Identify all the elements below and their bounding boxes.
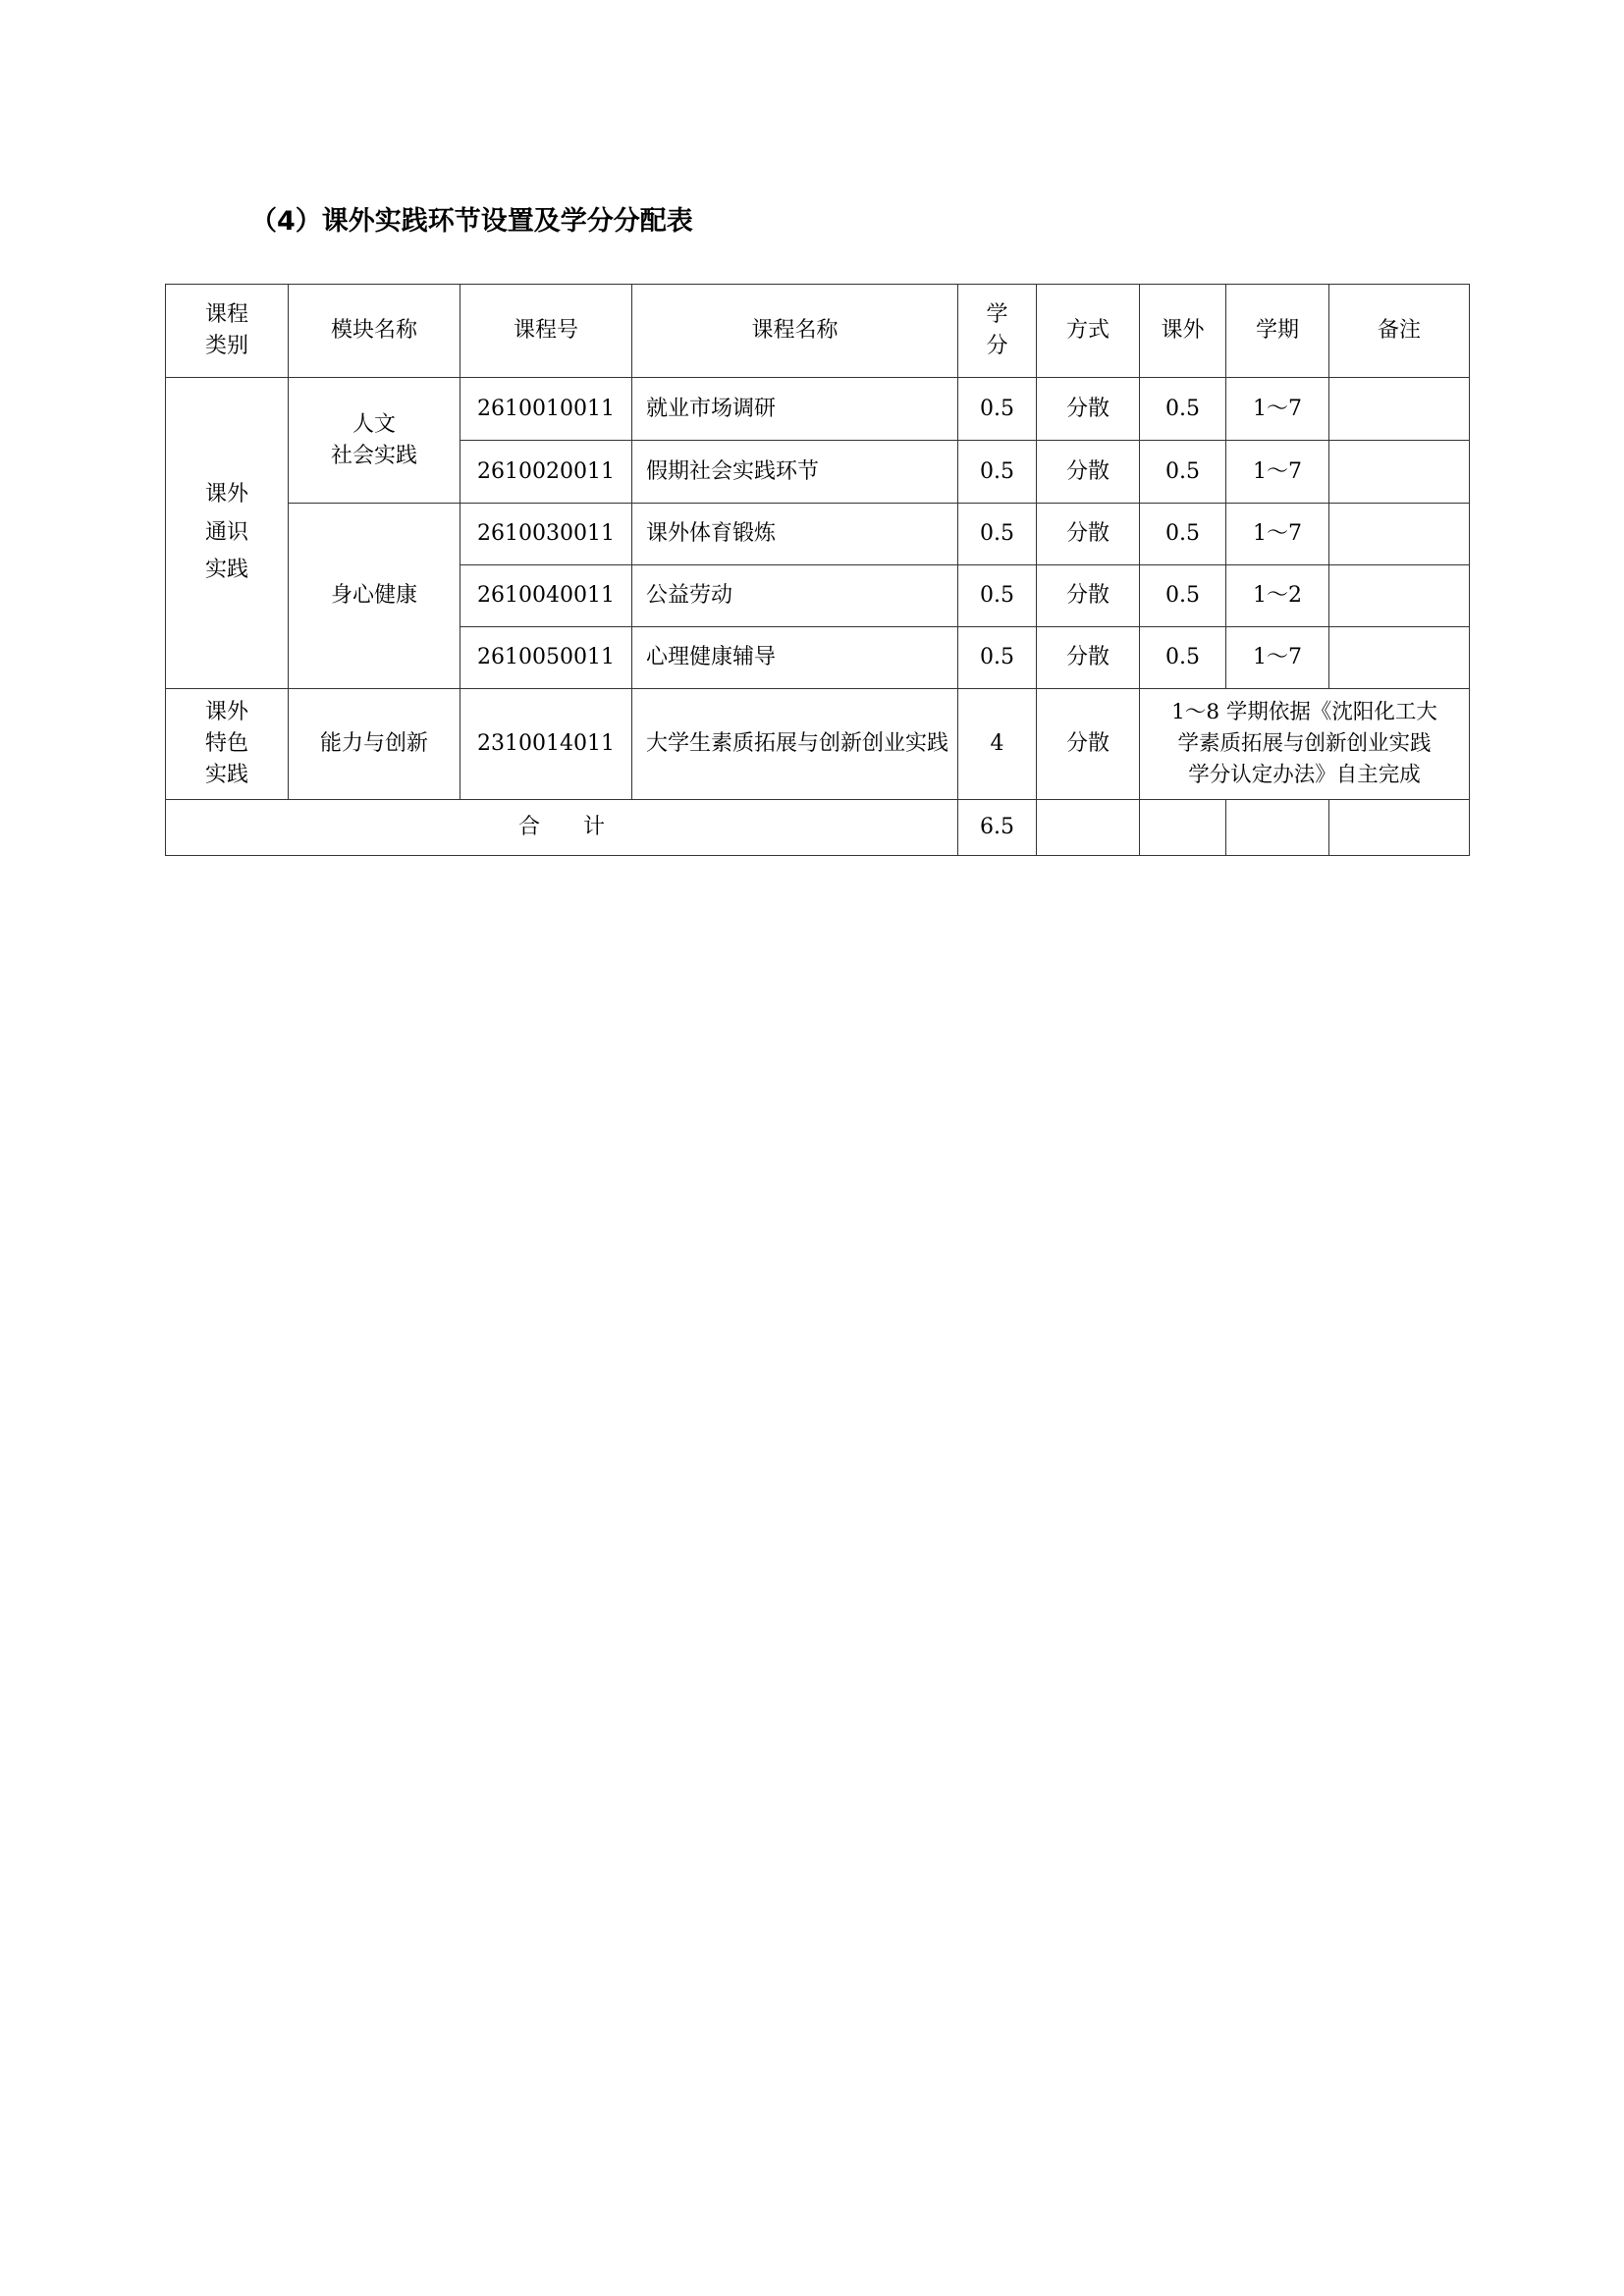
category-line: 课外 <box>204 482 248 507</box>
table-header-row <box>166 285 1470 378</box>
header-category-line: 类别 <box>204 334 248 358</box>
credits-cell: 0.5 <box>958 565 1037 627</box>
table-row <box>166 504 1470 565</box>
header-mode: 方式 <box>1037 285 1140 378</box>
course-no-cell: 2610050011 <box>460 627 632 689</box>
course-no-cell: 2610010011 <box>460 378 632 441</box>
total-extra <box>1140 800 1226 856</box>
course-no-cell: 2610030011 <box>460 504 632 565</box>
header-course-name: 课程名称 <box>632 285 958 378</box>
note-line: 1～8 学期依据《沈阳化工大 <box>1171 699 1437 724</box>
mode-cell: 分散 <box>1037 441 1140 504</box>
category-line: 特色 <box>204 731 248 757</box>
total-label-part: 合 <box>517 815 540 840</box>
semester-cell: 1～7 <box>1226 378 1329 441</box>
header-module: 模块名称 <box>289 285 460 378</box>
table-row <box>166 378 1470 441</box>
total-label <box>166 800 958 856</box>
total-label-part: 计 <box>583 815 606 840</box>
module-line: 人文 <box>352 411 396 437</box>
semester-note-cell <box>1140 689 1470 800</box>
category-line: 实践 <box>204 558 248 583</box>
total-semester <box>1226 800 1329 856</box>
header-credits-line: 分 <box>986 334 1008 358</box>
category-cell <box>166 689 289 800</box>
course-name-cell: 课外体育锻炼 <box>632 504 958 565</box>
course-name-cell: 就业市场调研 <box>632 378 958 441</box>
header-remarks: 备注 <box>1329 285 1470 378</box>
semester-cell: 1～7 <box>1226 627 1329 689</box>
total-row <box>166 800 1470 856</box>
credits-cell: 0.5 <box>958 504 1037 565</box>
credits-cell: 0.5 <box>958 627 1037 689</box>
header-semester: 学期 <box>1226 285 1329 378</box>
credits-cell: 0.5 <box>958 441 1037 504</box>
category-line: 实践 <box>204 762 248 787</box>
category-cell <box>166 378 289 689</box>
credits-cell: 0.5 <box>958 378 1037 441</box>
course-name-cell: 假期社会实践环节 <box>632 441 958 504</box>
module-cell: 身心健康 <box>289 504 460 689</box>
note-line: 学分认定办法》自主完成 <box>1188 763 1421 788</box>
module-cell: 能力与创新 <box>289 689 460 800</box>
mode-cell: 分散 <box>1037 378 1140 441</box>
course-no-cell: 2310014011 <box>460 689 632 800</box>
header-category-line: 课程 <box>204 302 248 328</box>
mode-cell: 分散 <box>1037 504 1140 565</box>
semester-cell: 1～7 <box>1226 441 1329 504</box>
course-name-cell: 公益劳动 <box>632 565 958 627</box>
course-no-cell: 2610020011 <box>460 441 632 504</box>
extra-cell: 0.5 <box>1140 565 1226 627</box>
extra-cell: 0.5 <box>1140 627 1226 689</box>
header-credits <box>958 285 1037 378</box>
credits-cell: 4 <box>958 689 1037 800</box>
total-credits: 6.5 <box>958 800 1037 856</box>
semester-cell: 1～7 <box>1226 504 1329 565</box>
extra-cell: 0.5 <box>1140 504 1226 565</box>
total-mode <box>1037 800 1140 856</box>
header-extra: 课外 <box>1140 285 1226 378</box>
remarks-cell <box>1329 378 1470 441</box>
remarks-cell <box>1329 441 1470 504</box>
course-no-cell: 2610040011 <box>460 565 632 627</box>
extra-cell: 0.5 <box>1140 441 1226 504</box>
header-category <box>166 285 289 378</box>
module-line: 社会实践 <box>330 443 417 468</box>
remarks-cell <box>1329 627 1470 689</box>
practice-credit-table <box>165 284 1470 856</box>
category-line: 课外 <box>204 700 248 725</box>
module-cell <box>289 378 460 504</box>
table-row <box>166 689 1470 800</box>
course-name-cell: 大学生素质拓展与创新创业实践 <box>632 689 958 800</box>
remarks-cell <box>1329 504 1470 565</box>
total-remarks <box>1329 800 1470 856</box>
page-title: （4）课外实践环节设置及学分分配表 <box>250 206 693 237</box>
category-line: 通识 <box>204 519 248 545</box>
header-credits-line: 学 <box>986 302 1008 328</box>
mode-cell: 分散 <box>1037 689 1140 800</box>
course-name-cell: 心理健康辅导 <box>632 627 958 689</box>
mode-cell: 分散 <box>1037 627 1140 689</box>
header-course-no: 课程号 <box>460 285 632 378</box>
mode-cell: 分散 <box>1037 565 1140 627</box>
remarks-cell <box>1329 565 1470 627</box>
extra-cell: 0.5 <box>1140 378 1226 441</box>
note-line: 学素质拓展与创新创业实践 <box>1177 730 1432 756</box>
semester-cell: 1～2 <box>1226 565 1329 627</box>
